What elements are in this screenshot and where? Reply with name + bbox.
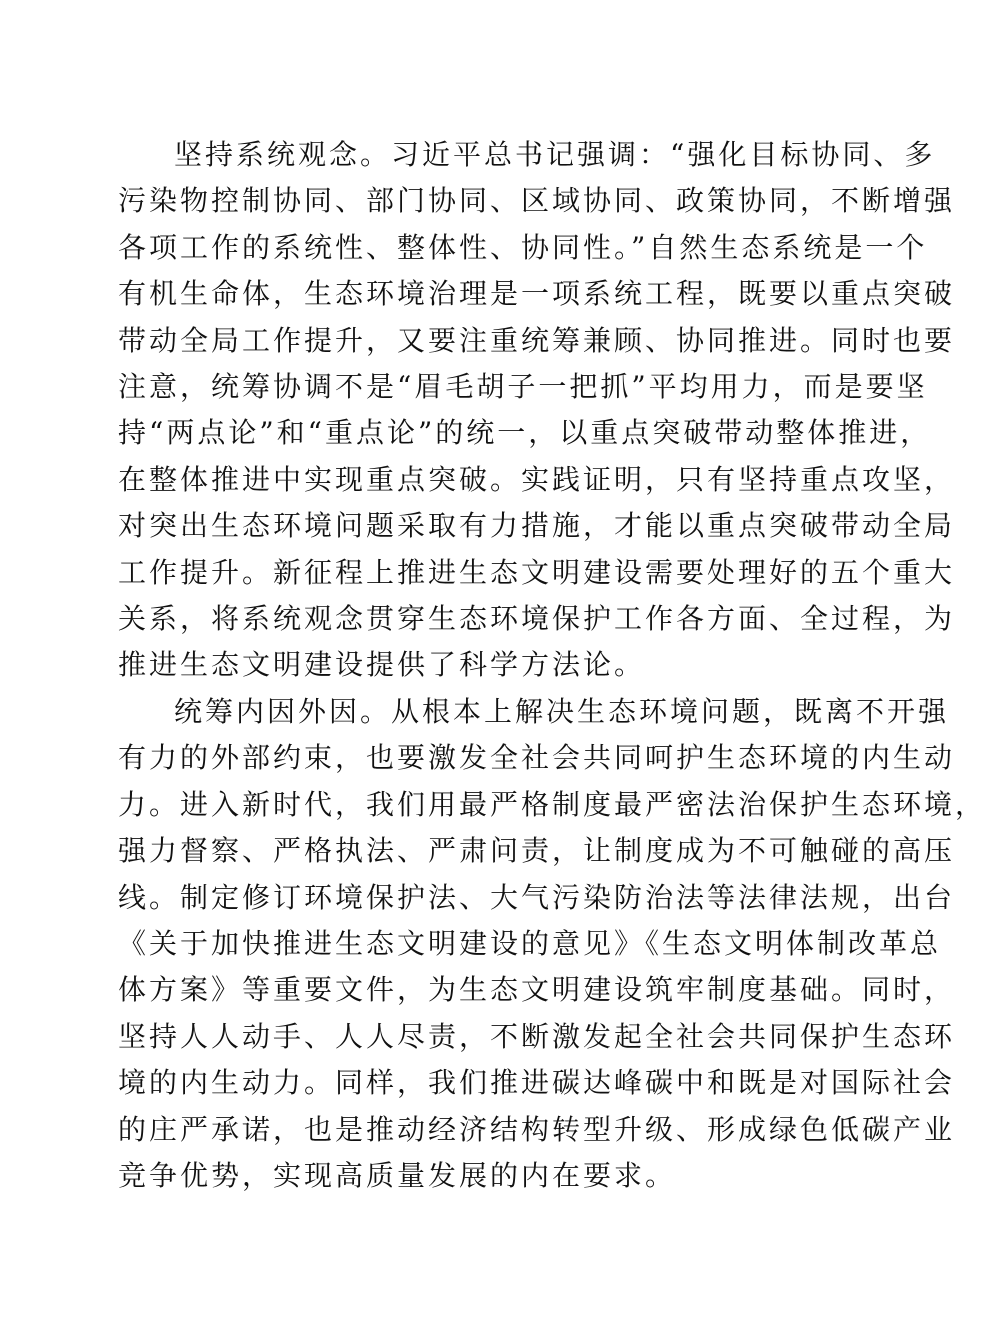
- paragraph-internal-external: [118, 689, 986, 1199]
- text-line: 统筹内因外因。从根本上解决生态环境问题，既离不开强: [174, 694, 950, 728]
- text-line: 各项工作的系统性、整体性、协同性。”自然生态系统是一个: [118, 230, 928, 264]
- text-line: 带动全局工作提升，又要注重统筹兼顾、协同推进。同时也要: [118, 323, 956, 357]
- text-line: 持“两点论”和“重点论”的统一，以重点突破带动整体推进，: [118, 416, 932, 450]
- text-line: 工作提升。新征程上推进生态文明建设需要处理好的五个重大: [118, 555, 956, 589]
- text-line: 有机生命体，生态环境治理是一项系统工程，既要以重点突破: [118, 277, 956, 311]
- document-body: [118, 132, 986, 1199]
- text-line: 注意，统筹协调不是“眉毛胡子一把抓”平均用力，而是要坚: [118, 370, 928, 404]
- text-line: 对突出生态环境问题采取有力措施，才能以重点突破带动全局: [118, 509, 956, 543]
- text-line: 线。制定修订环境保护法、大气污染防治法等法律法规，出台: [118, 880, 956, 914]
- text-line: 力。进入新时代，我们用最严格制度最严密法治保护生态环境，: [118, 787, 986, 821]
- text-line: 污染物控制协同、部门协同、区域协同、政策协同，不断增强: [118, 184, 956, 218]
- text-line: 竞争优势，实现高质量发展的内在要求。: [118, 1158, 677, 1192]
- text-line: 境的内生动力。同样，我们推进碳达峰碳中和既是对国际社会: [118, 1066, 956, 1100]
- paragraph-system-view: [118, 132, 956, 689]
- text-line: 有力的外部约束，也要激发全社会共同呵护生态环境的内生动: [118, 741, 956, 775]
- text-line: 的庄严承诺，也是推动经济结构转型升级、形成绿色低碳产业: [118, 1112, 956, 1146]
- text-line: 《关于加快推进生态文明建设的意见》《生态文明体制改革总: [118, 926, 942, 960]
- text-line: 强力督察、严格执法、严肃问责，让制度成为不可触碰的高压: [118, 834, 956, 868]
- text-line: 推进生态文明建设提供了科学方法论。: [118, 648, 646, 682]
- text-line: 坚持系统观念。习近平总书记强调：“强化目标协同、多: [174, 138, 936, 171]
- text-line: 在整体推进中实现重点突破。实践证明，只有坚持重点攻坚，: [118, 462, 956, 496]
- text-line: 关系，将系统观念贯穿生态环境保护工作各方面、全过程，为: [118, 602, 956, 636]
- text-line: 体方案》等重要文件，为生态文明建设筑牢制度基础。同时，: [118, 973, 956, 1007]
- text-line: 坚持人人动手、人人尽责，不断激发起全社会共同保护生态环: [118, 1019, 956, 1053]
